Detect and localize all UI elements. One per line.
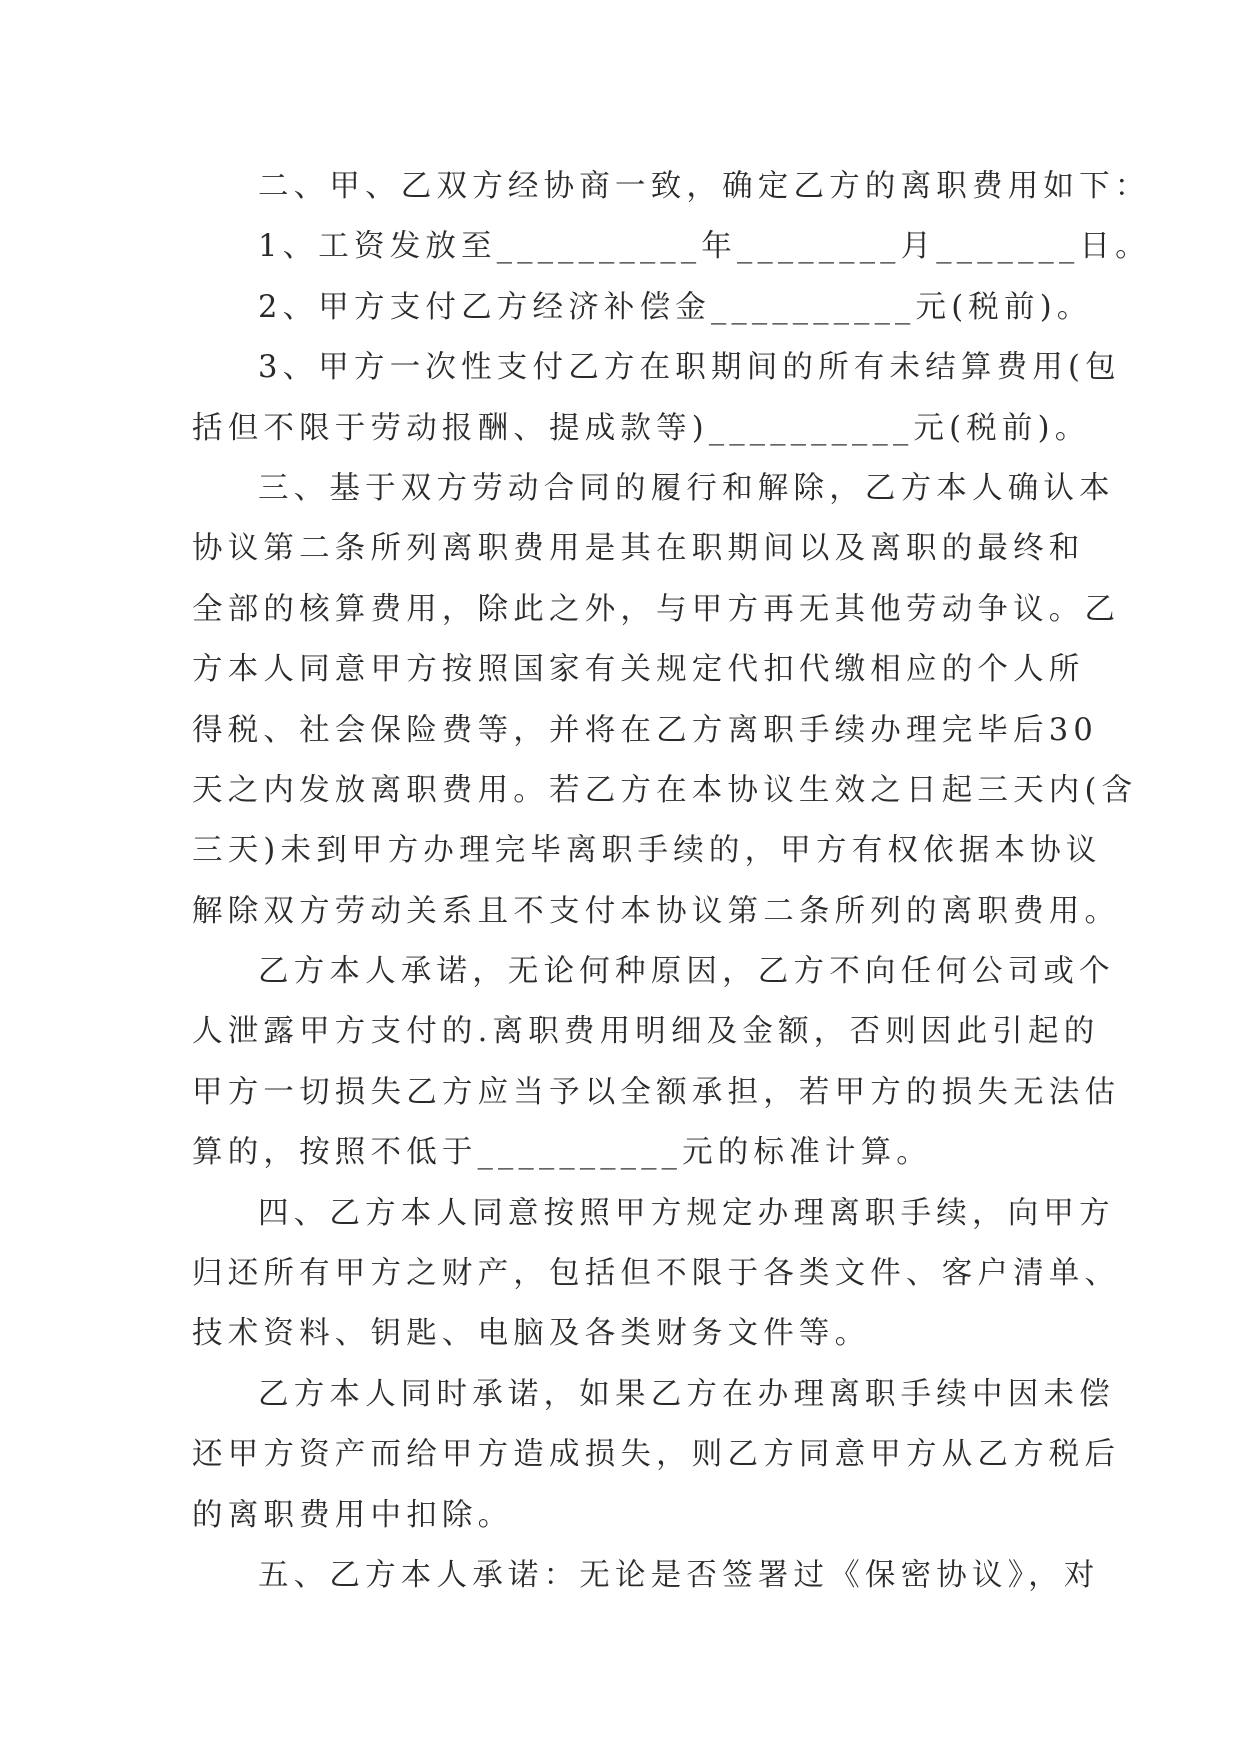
text-line: 归还所有甲方之财产，包括但不限于各类文件、客户清单、 <box>192 1256 1121 1292</box>
text-line: 得税、社会保险费等，并将在乙方离职手续办理完毕后30 <box>192 712 1099 748</box>
text-line: 天之内发放离职费用。若乙方在本协议生效之日起三天内(含 <box>192 772 1138 808</box>
text-line: 括但不限于劳动报酬、提成款等)__________元(税前)。 <box>192 410 1091 446</box>
text-line: 3、甲方一次性支付乙方在职期间的所有未结算费用(包 <box>258 350 1121 386</box>
text-line: 协议第二条所列离职费用是其在职期间以及离职的最终和 <box>192 531 1085 567</box>
text-line: 全部的核算费用，除此之外，与甲方再无其他劳动争议。乙 <box>192 591 1121 627</box>
text-line: 1、工资发放至__________年________月_______日。 <box>258 229 1151 265</box>
text-line: 三天)未到甲方办理完毕离职手续的，甲方有权依据本协议 <box>192 833 1102 869</box>
document-body <box>192 157 1151 1606</box>
text-line: 甲方一切损失乙方应当予以全额承担，若甲方的损失无法估 <box>192 1074 1121 1110</box>
text-line: 三、基于双方劳动合同的履行和解除，乙方本人确认本 <box>258 470 1115 506</box>
text-line: 方本人同意甲方按照国家有关规定代扣代缴相应的个人所 <box>192 652 1085 688</box>
text-line: 算的，按照不低于__________元的标准计算。 <box>192 1135 932 1171</box>
text-line: 二、甲、乙双方经协商一致，确定乙方的离职费用如下： <box>258 169 1151 204</box>
text-line: 四、乙方本人同意按照甲方规定办理离职手续，向甲方 <box>258 1195 1115 1231</box>
text-line: 技术资料、钥匙、电脑及各类财务文件等。 <box>192 1316 871 1352</box>
text-line: 还甲方资产而给甲方造成损失，则乙方同意甲方从乙方税后 <box>192 1437 1121 1473</box>
text-line: 2、甲方支付乙方经济补偿金__________元(税前)。 <box>258 289 1093 325</box>
text-line: 乙方本人同时承诺，如果乙方在办理离职手续中因未偿 <box>258 1376 1115 1412</box>
text-line: 的离职费用中扣除。 <box>192 1497 514 1533</box>
text-line: 五、乙方本人承诺：无论是否签署过《保密协议》，对 <box>258 1557 1100 1593</box>
text-line: 人泄露甲方支付的.离职费用明细及金额，否则因此引起的 <box>192 1014 1100 1050</box>
text-line: 乙方本人承诺，无论何种原因，乙方不向任何公司或个 <box>258 954 1115 990</box>
text-line: 解除双方劳动关系且不支付本协议第二条所列的离职费用。 <box>192 893 1121 929</box>
